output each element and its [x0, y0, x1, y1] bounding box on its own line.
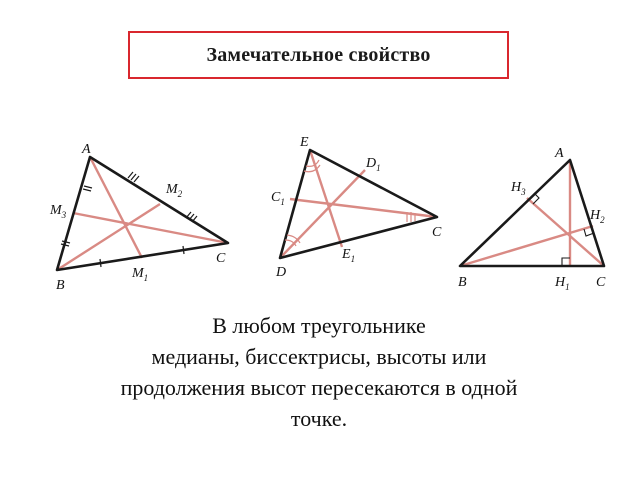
- vertex-a-label: A: [82, 142, 91, 157]
- altitude-point-h2-label: $H_2$: [590, 208, 605, 225]
- page-title: Замечательное свойство: [206, 43, 431, 66]
- medians-triangle: [49, 142, 228, 293]
- caption-line-1: В любом треугольнике: [212, 313, 426, 338]
- vertex-c3-label: C: [596, 275, 606, 290]
- vertex-b-label: B: [56, 278, 65, 293]
- median-point-2-label: $M_2$: [166, 182, 183, 199]
- vertex-c-label: C: [216, 251, 226, 266]
- caption-line-2: медианы, биссектрисы, высоты или: [151, 344, 487, 369]
- vertex-d-label: D: [276, 265, 287, 280]
- altitude-point-h3-label: $H_3$: [511, 180, 526, 197]
- bisectors-triangle: [271, 135, 442, 280]
- triangle-abc-altitudes: [460, 160, 604, 266]
- vertex-b3-label: B: [458, 275, 467, 290]
- vertex-c2-label: C: [432, 225, 442, 240]
- median-point-1-label: $M_1$: [132, 266, 149, 283]
- altitude-point-h1-label: $H_1$: [555, 275, 570, 292]
- bisector-point-e1-label: $E_1$: [342, 247, 356, 264]
- bisector-point-c1-label: $C_1$: [271, 190, 285, 207]
- caption-line-4: точке.: [290, 406, 348, 431]
- triangle-edc: [280, 150, 437, 258]
- median-point-3-label: $M_3$: [50, 203, 67, 220]
- vertex-e-label: E: [300, 135, 309, 150]
- property-caption: [40, 310, 598, 434]
- caption-line-3: продолжения высот пересекаются в одной: [120, 375, 518, 400]
- altitudes-triangle: [458, 146, 606, 292]
- vertex-a3-label: A: [555, 146, 564, 161]
- bisector-point-d1-label: $D_1$: [366, 156, 381, 173]
